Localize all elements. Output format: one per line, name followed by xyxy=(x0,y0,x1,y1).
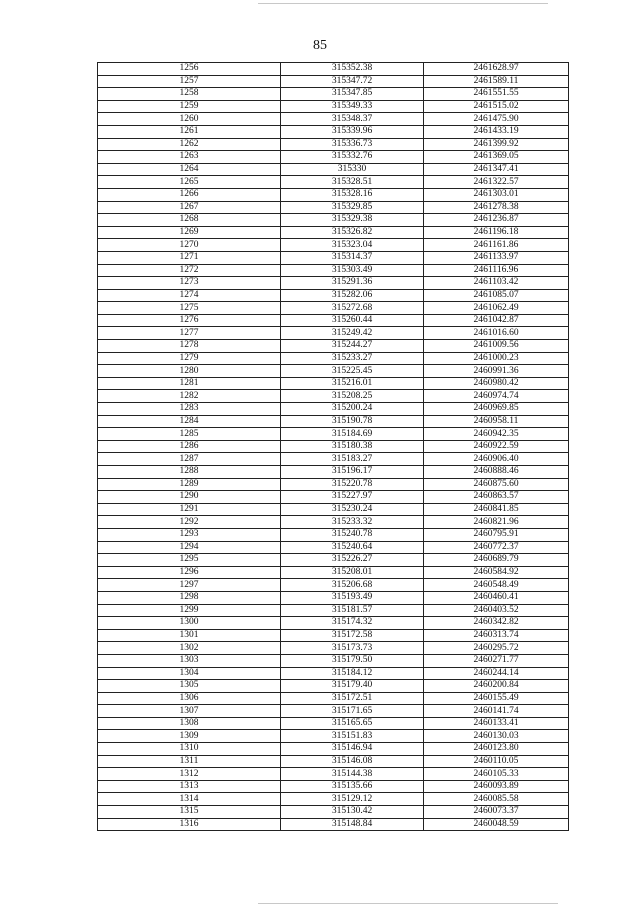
table-row xyxy=(98,680,569,693)
y-coordinate-cell: 2460974.74 xyxy=(424,390,569,403)
y-coordinate-cell: 2460141.74 xyxy=(424,705,569,718)
x-coordinate-cell: 315282.06 xyxy=(281,289,424,302)
table-row xyxy=(98,239,569,252)
point-number-cell: 1305 xyxy=(98,680,281,693)
x-coordinate-cell: 315260.44 xyxy=(281,314,424,327)
table-row xyxy=(98,428,569,441)
x-coordinate-cell: 315208.01 xyxy=(281,566,424,579)
y-coordinate-cell: 2461196.18 xyxy=(424,226,569,239)
point-number-cell: 1262 xyxy=(98,138,281,151)
x-coordinate-cell: 315206.68 xyxy=(281,579,424,592)
table-row xyxy=(98,214,569,227)
point-number-cell: 1273 xyxy=(98,277,281,290)
point-number-cell: 1312 xyxy=(98,768,281,781)
x-coordinate-cell: 315339.96 xyxy=(281,125,424,138)
table-row xyxy=(98,818,569,831)
page-number: 85 xyxy=(313,38,327,53)
table-row xyxy=(98,591,569,604)
y-coordinate-cell: 2460942.35 xyxy=(424,428,569,441)
point-number-cell: 1300 xyxy=(98,617,281,630)
table-row xyxy=(98,415,569,428)
y-coordinate-cell: 2460772.37 xyxy=(424,541,569,554)
x-coordinate-cell: 315129.12 xyxy=(281,793,424,806)
y-coordinate-cell: 2460922.59 xyxy=(424,440,569,453)
y-coordinate-cell: 2461589.11 xyxy=(424,75,569,88)
y-coordinate-cell: 2461161.86 xyxy=(424,239,569,252)
x-coordinate-cell: 315349.33 xyxy=(281,100,424,113)
x-coordinate-cell: 315240.64 xyxy=(281,541,424,554)
point-number-cell: 1274 xyxy=(98,289,281,302)
table-row xyxy=(98,516,569,529)
point-number-cell: 1302 xyxy=(98,642,281,655)
y-coordinate-cell: 2460048.59 xyxy=(424,818,569,831)
point-number-cell: 1256 xyxy=(98,63,281,76)
point-number-cell: 1289 xyxy=(98,478,281,491)
point-number-cell: 1275 xyxy=(98,302,281,315)
x-coordinate-cell: 315240.78 xyxy=(281,528,424,541)
point-number-cell: 1268 xyxy=(98,214,281,227)
table-row xyxy=(98,491,569,504)
point-number-cell: 1257 xyxy=(98,75,281,88)
point-number-cell: 1303 xyxy=(98,654,281,667)
x-coordinate-cell: 315216.01 xyxy=(281,377,424,390)
x-coordinate-cell: 315249.42 xyxy=(281,327,424,340)
point-number-cell: 1308 xyxy=(98,717,281,730)
table-row xyxy=(98,352,569,365)
point-number-cell: 1280 xyxy=(98,365,281,378)
x-coordinate-cell: 315179.40 xyxy=(281,680,424,693)
x-coordinate-cell: 315328.51 xyxy=(281,176,424,189)
table-row xyxy=(98,88,569,101)
coordinates-table xyxy=(97,62,569,831)
table-row xyxy=(98,629,569,642)
y-coordinate-cell: 2460991.36 xyxy=(424,365,569,378)
x-coordinate-cell: 315225.45 xyxy=(281,365,424,378)
table-row xyxy=(98,541,569,554)
y-coordinate-cell: 2460548.49 xyxy=(424,579,569,592)
point-number-cell: 1293 xyxy=(98,528,281,541)
point-number-cell: 1258 xyxy=(98,88,281,101)
table-row xyxy=(98,176,569,189)
y-coordinate-cell: 2461062.49 xyxy=(424,302,569,315)
table-row xyxy=(98,188,569,201)
y-coordinate-cell: 2460980.42 xyxy=(424,377,569,390)
table-row xyxy=(98,705,569,718)
table-row xyxy=(98,717,569,730)
y-coordinate-cell: 2460863.57 xyxy=(424,491,569,504)
x-coordinate-cell: 315165.65 xyxy=(281,717,424,730)
point-number-cell: 1306 xyxy=(98,692,281,705)
table-row xyxy=(98,289,569,302)
table-row xyxy=(98,264,569,277)
table-row xyxy=(98,113,569,126)
y-coordinate-cell: 2461278.38 xyxy=(424,201,569,214)
x-coordinate-cell: 315173.73 xyxy=(281,642,424,655)
y-coordinate-cell: 2460244.14 xyxy=(424,667,569,680)
y-coordinate-cell: 2461303.01 xyxy=(424,188,569,201)
table-row xyxy=(98,806,569,819)
y-coordinate-cell: 2460875.60 xyxy=(424,478,569,491)
x-coordinate-cell: 315172.51 xyxy=(281,692,424,705)
point-number-cell: 1298 xyxy=(98,591,281,604)
x-coordinate-cell: 315226.27 xyxy=(281,554,424,567)
x-coordinate-cell: 315146.94 xyxy=(281,743,424,756)
table-row xyxy=(98,365,569,378)
y-coordinate-cell: 2460110.05 xyxy=(424,755,569,768)
point-number-cell: 1279 xyxy=(98,352,281,365)
point-number-cell: 1277 xyxy=(98,327,281,340)
x-coordinate-cell: 315233.27 xyxy=(281,352,424,365)
table-row xyxy=(98,314,569,327)
point-number-cell: 1281 xyxy=(98,377,281,390)
x-coordinate-cell: 315180.38 xyxy=(281,440,424,453)
table-row xyxy=(98,327,569,340)
table-row xyxy=(98,554,569,567)
x-coordinate-cell: 315323.04 xyxy=(281,239,424,252)
x-coordinate-cell: 315130.42 xyxy=(281,806,424,819)
y-coordinate-cell: 2461133.97 xyxy=(424,251,569,264)
point-number-cell: 1294 xyxy=(98,541,281,554)
table-row xyxy=(98,654,569,667)
point-number-cell: 1316 xyxy=(98,818,281,831)
y-coordinate-cell: 2460073.37 xyxy=(424,806,569,819)
x-coordinate-cell: 315347.85 xyxy=(281,88,424,101)
x-coordinate-cell: 315183.27 xyxy=(281,453,424,466)
point-number-cell: 1260 xyxy=(98,113,281,126)
point-number-cell: 1284 xyxy=(98,415,281,428)
x-coordinate-cell: 315179.50 xyxy=(281,654,424,667)
table-row xyxy=(98,692,569,705)
y-coordinate-cell: 2461369.05 xyxy=(424,151,569,164)
y-coordinate-cell: 2461085.07 xyxy=(424,289,569,302)
point-number-cell: 1311 xyxy=(98,755,281,768)
point-number-cell: 1276 xyxy=(98,314,281,327)
y-coordinate-cell: 2461433.19 xyxy=(424,125,569,138)
y-coordinate-cell: 2461000.23 xyxy=(424,352,569,365)
y-coordinate-cell: 2460689.79 xyxy=(424,554,569,567)
table-row xyxy=(98,793,569,806)
x-coordinate-cell: 315184.69 xyxy=(281,428,424,441)
point-number-cell: 1261 xyxy=(98,125,281,138)
y-coordinate-cell: 2461628.97 xyxy=(424,63,569,76)
point-number-cell: 1299 xyxy=(98,604,281,617)
y-coordinate-cell: 2461399.92 xyxy=(424,138,569,151)
table-row xyxy=(98,566,569,579)
table-row xyxy=(98,579,569,592)
table-row xyxy=(98,151,569,164)
x-coordinate-cell: 315174.32 xyxy=(281,617,424,630)
y-coordinate-cell: 2460271.77 xyxy=(424,654,569,667)
y-coordinate-cell: 2460093.89 xyxy=(424,780,569,793)
y-coordinate-cell: 2460460.41 xyxy=(424,591,569,604)
table-row xyxy=(98,63,569,76)
x-coordinate-cell: 315151.83 xyxy=(281,730,424,743)
table-row xyxy=(98,478,569,491)
point-number-cell: 1307 xyxy=(98,705,281,718)
point-number-cell: 1295 xyxy=(98,554,281,567)
table-row xyxy=(98,768,569,781)
x-coordinate-cell: 315148.84 xyxy=(281,818,424,831)
x-coordinate-cell: 315348.37 xyxy=(281,113,424,126)
point-number-cell: 1263 xyxy=(98,151,281,164)
table-row xyxy=(98,453,569,466)
y-coordinate-cell: 2460295.72 xyxy=(424,642,569,655)
point-number-cell: 1304 xyxy=(98,667,281,680)
x-coordinate-cell: 315332.76 xyxy=(281,151,424,164)
x-coordinate-cell: 315171.65 xyxy=(281,705,424,718)
y-coordinate-cell: 2461515.02 xyxy=(424,100,569,113)
table-row xyxy=(98,743,569,756)
table-row xyxy=(98,403,569,416)
x-coordinate-cell: 315336.73 xyxy=(281,138,424,151)
x-coordinate-cell: 315172.58 xyxy=(281,629,424,642)
y-coordinate-cell: 2461322.57 xyxy=(424,176,569,189)
y-coordinate-cell: 2461347.41 xyxy=(424,163,569,176)
x-coordinate-cell: 315181.57 xyxy=(281,604,424,617)
point-number-cell: 1297 xyxy=(98,579,281,592)
x-coordinate-cell: 315352.38 xyxy=(281,63,424,76)
point-number-cell: 1283 xyxy=(98,403,281,416)
y-coordinate-cell: 2460130.03 xyxy=(424,730,569,743)
y-coordinate-cell: 2460085.58 xyxy=(424,793,569,806)
point-number-cell: 1270 xyxy=(98,239,281,252)
y-coordinate-cell: 2461475.90 xyxy=(424,113,569,126)
point-number-cell: 1269 xyxy=(98,226,281,239)
y-coordinate-cell: 2460969.85 xyxy=(424,403,569,416)
x-coordinate-cell: 315326.82 xyxy=(281,226,424,239)
table-row xyxy=(98,138,569,151)
y-coordinate-cell: 2460133.41 xyxy=(424,717,569,730)
x-coordinate-cell: 315200.24 xyxy=(281,403,424,416)
x-coordinate-cell: 315329.85 xyxy=(281,201,424,214)
y-coordinate-cell: 2461236.87 xyxy=(424,214,569,227)
y-coordinate-cell: 2460123.80 xyxy=(424,743,569,756)
x-coordinate-cell: 315196.17 xyxy=(281,466,424,479)
x-coordinate-cell: 315329.38 xyxy=(281,214,424,227)
table-row xyxy=(98,125,569,138)
table-row xyxy=(98,163,569,176)
table-row xyxy=(98,226,569,239)
x-coordinate-cell: 315303.49 xyxy=(281,264,424,277)
y-coordinate-cell: 2460105.33 xyxy=(424,768,569,781)
x-coordinate-cell: 315330 xyxy=(281,163,424,176)
y-coordinate-cell: 2461009.56 xyxy=(424,340,569,353)
x-coordinate-cell: 315233.32 xyxy=(281,516,424,529)
table-row xyxy=(98,755,569,768)
point-number-cell: 1292 xyxy=(98,516,281,529)
table-row xyxy=(98,302,569,315)
point-number-cell: 1259 xyxy=(98,100,281,113)
x-coordinate-cell: 315347.72 xyxy=(281,75,424,88)
x-coordinate-cell: 315208.25 xyxy=(281,390,424,403)
y-coordinate-cell: 2460200.84 xyxy=(424,680,569,693)
x-coordinate-cell: 315272.68 xyxy=(281,302,424,315)
y-coordinate-cell: 2460906.40 xyxy=(424,453,569,466)
point-number-cell: 1315 xyxy=(98,806,281,819)
point-number-cell: 1291 xyxy=(98,503,281,516)
bottom-scan-rule xyxy=(258,903,558,904)
table-row xyxy=(98,730,569,743)
top-scan-rule xyxy=(258,3,548,4)
y-coordinate-cell: 2460342.82 xyxy=(424,617,569,630)
point-number-cell: 1314 xyxy=(98,793,281,806)
x-coordinate-cell: 315190.78 xyxy=(281,415,424,428)
y-coordinate-cell: 2460795.91 xyxy=(424,528,569,541)
point-number-cell: 1267 xyxy=(98,201,281,214)
x-coordinate-cell: 315193.49 xyxy=(281,591,424,604)
x-coordinate-cell: 315220.78 xyxy=(281,478,424,491)
x-coordinate-cell: 315314.37 xyxy=(281,251,424,264)
y-coordinate-cell: 2460958.11 xyxy=(424,415,569,428)
y-coordinate-cell: 2460155.49 xyxy=(424,692,569,705)
point-number-cell: 1309 xyxy=(98,730,281,743)
y-coordinate-cell: 2460841.85 xyxy=(424,503,569,516)
point-number-cell: 1264 xyxy=(98,163,281,176)
table-row xyxy=(98,503,569,516)
coordinates-table-body xyxy=(98,63,569,831)
table-row xyxy=(98,251,569,264)
point-number-cell: 1286 xyxy=(98,440,281,453)
point-number-cell: 1296 xyxy=(98,566,281,579)
y-coordinate-cell: 2460403.52 xyxy=(424,604,569,617)
x-coordinate-cell: 315146.08 xyxy=(281,755,424,768)
table-row xyxy=(98,440,569,453)
point-number-cell: 1271 xyxy=(98,251,281,264)
x-coordinate-cell: 315227.97 xyxy=(281,491,424,504)
y-coordinate-cell: 2460313.74 xyxy=(424,629,569,642)
y-coordinate-cell: 2460584.92 xyxy=(424,566,569,579)
table-row xyxy=(98,340,569,353)
y-coordinate-cell: 2461116.96 xyxy=(424,264,569,277)
table-row xyxy=(98,100,569,113)
point-number-cell: 1310 xyxy=(98,743,281,756)
point-number-cell: 1282 xyxy=(98,390,281,403)
y-coordinate-cell: 2461551.55 xyxy=(424,88,569,101)
x-coordinate-cell: 315244.27 xyxy=(281,340,424,353)
y-coordinate-cell: 2461103.42 xyxy=(424,277,569,290)
y-coordinate-cell: 2460821.96 xyxy=(424,516,569,529)
table-row xyxy=(98,390,569,403)
table-row xyxy=(98,617,569,630)
x-coordinate-cell: 315328.16 xyxy=(281,188,424,201)
y-coordinate-cell: 2461016.60 xyxy=(424,327,569,340)
x-coordinate-cell: 315144.38 xyxy=(281,768,424,781)
x-coordinate-cell: 315230.24 xyxy=(281,503,424,516)
point-number-cell: 1266 xyxy=(98,188,281,201)
point-number-cell: 1287 xyxy=(98,453,281,466)
table-row xyxy=(98,780,569,793)
point-number-cell: 1265 xyxy=(98,176,281,189)
x-coordinate-cell: 315184.12 xyxy=(281,667,424,680)
table-row xyxy=(98,604,569,617)
table-row xyxy=(98,667,569,680)
table-row xyxy=(98,75,569,88)
table-row xyxy=(98,277,569,290)
point-number-cell: 1272 xyxy=(98,264,281,277)
point-number-cell: 1288 xyxy=(98,466,281,479)
point-number-cell: 1301 xyxy=(98,629,281,642)
table-row xyxy=(98,377,569,390)
point-number-cell: 1290 xyxy=(98,491,281,504)
y-coordinate-cell: 2460888.46 xyxy=(424,466,569,479)
x-coordinate-cell: 315291.36 xyxy=(281,277,424,290)
table-row xyxy=(98,528,569,541)
point-number-cell: 1278 xyxy=(98,340,281,353)
table-row xyxy=(98,466,569,479)
point-number-cell: 1285 xyxy=(98,428,281,441)
table-row xyxy=(98,642,569,655)
x-coordinate-cell: 315135.66 xyxy=(281,780,424,793)
y-coordinate-cell: 2461042.87 xyxy=(424,314,569,327)
table-row xyxy=(98,201,569,214)
point-number-cell: 1313 xyxy=(98,780,281,793)
